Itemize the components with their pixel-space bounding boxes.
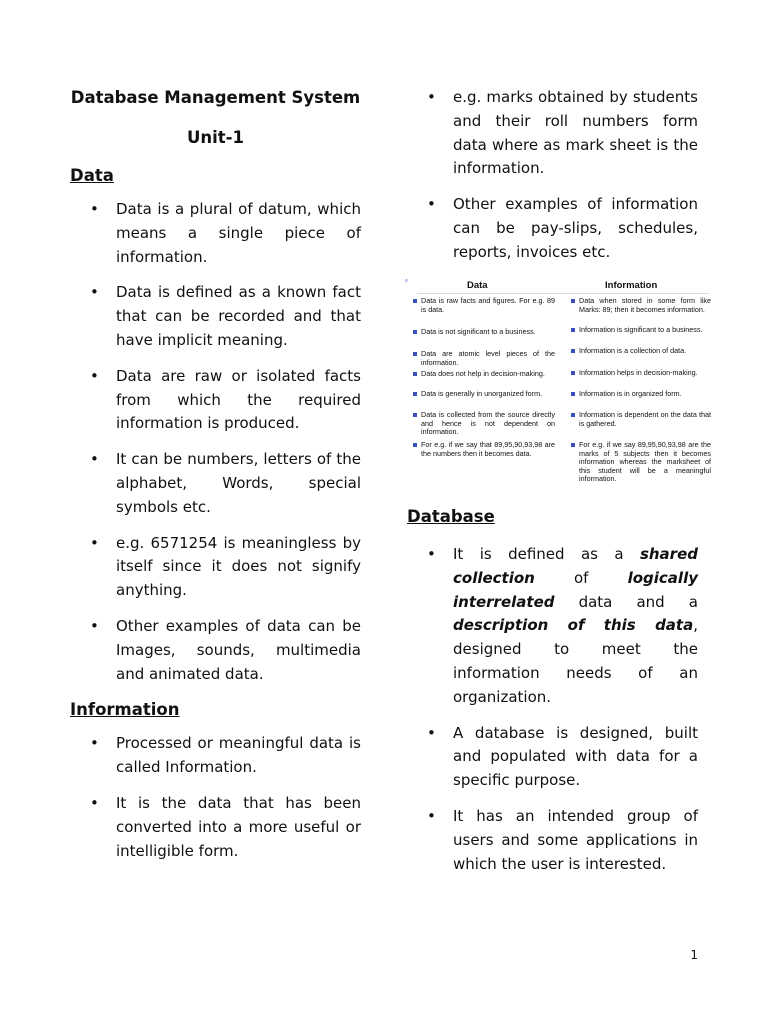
data-vs-information-table <box>405 276 711 492</box>
table-header-information: Information <box>605 280 658 291</box>
page-number: 1 <box>690 948 698 962</box>
bullet-icon: • <box>90 616 99 635</box>
square-bullet-icon <box>571 413 575 417</box>
list-item: • It is the data that has been converted into a more useful or intelligible form. <box>90 793 361 860</box>
table-cell: Data is generally in unorganized form. <box>421 390 555 399</box>
bullet-icon: • <box>427 806 436 825</box>
list-item: • Data is a plural of datum, which means a single piece of information. <box>90 200 361 266</box>
list-item: • e.g. marks obtained by students and their roll numbers form data where as mark sheet is the information. <box>427 88 698 178</box>
square-bullet-icon <box>571 349 575 353</box>
bullet-icon: • <box>90 283 99 302</box>
table-cell: Information is in organized form. <box>579 390 711 399</box>
bullet-icon: • <box>427 88 436 106</box>
data-heading: Data <box>70 166 114 185</box>
square-bullet-icon <box>571 392 575 396</box>
table-cell: Information helps in decision-making. <box>579 369 711 378</box>
table-cell: Information is significant to a business. <box>579 326 711 335</box>
square-bullet-icon <box>571 443 575 447</box>
bullet-icon: • <box>90 793 99 812</box>
bullet-icon: • <box>427 195 436 214</box>
list-item: • e.g. 6571254 is meaningless by itself since it does not signify anything. <box>90 533 361 600</box>
square-bullet-icon <box>413 392 417 396</box>
square-bullet-icon <box>413 352 417 356</box>
table-cell: Information is a collection of data. <box>579 347 711 356</box>
list-item: • Other examples of information can be pay-slips, schedules, reports, invoices etc. <box>427 195 698 261</box>
table-cell: Data does not help in decision-making. <box>421 370 555 379</box>
list-item: • Other examples of data can be Images, sounds, multimedia and animated data. <box>90 616 361 683</box>
square-bullet-icon <box>413 372 417 376</box>
document-title: Database Management System <box>70 88 361 107</box>
database-heading: Database <box>407 507 495 526</box>
list-item: • It can be numbers, letters of the alphabet, Words, special symbols etc. <box>90 450 361 516</box>
right-column-bottom <box>407 505 698 888</box>
right-column-top <box>407 86 698 277</box>
table-cell: Data are atomic level pieces of the information. <box>421 350 555 367</box>
bullet-icon: • <box>90 450 99 469</box>
bullet-icon: • <box>427 723 436 742</box>
bullet-icon: • <box>427 545 436 563</box>
database-list <box>407 543 698 876</box>
list-item: • It is defined as a shared collection of logically interrelated data and a description of this data, designed to meet the information needs of an organization. <box>427 545 698 706</box>
table-header-data: Data <box>467 280 488 291</box>
table-cell: For e.g. if we say that 89,95,90,93,98 are the numbers then it becomes data. <box>421 441 555 458</box>
menu-mark-icon: ≡ <box>405 278 408 284</box>
table-cell: Information is dependent on the data that is gathered. <box>579 411 711 428</box>
square-bullet-icon <box>571 328 575 332</box>
table-cell: Data is not significant to a business. <box>421 328 555 337</box>
left-column <box>70 86 361 875</box>
list-item: • A database is designed, built and populated with data for a specific purpose. <box>427 723 698 790</box>
square-bullet-icon <box>571 371 575 375</box>
table-cell: For e.g. if we say 89,95,90,93,98 are the marks of 5 subjects then it becomes information whereas the marksheet of this student will be a meaningful information. <box>579 441 711 484</box>
unit-title: Unit-1 <box>186 128 245 147</box>
table-cell: Data is collected from the source directly and hence is not dependent on information. <box>421 411 555 437</box>
information-heading: Information <box>70 700 180 720</box>
square-bullet-icon <box>413 443 417 447</box>
bullet-icon: • <box>90 366 99 385</box>
bullet-icon: • <box>90 734 99 753</box>
information-list <box>70 732 361 863</box>
data-list <box>70 198 361 686</box>
square-bullet-icon <box>571 299 575 303</box>
list-item: • It has an intended group of users and some applications in which the user is interested. <box>427 806 698 873</box>
list-item: • Data is defined as a known fact that can be recorded and that have implicit meaning. <box>90 283 361 349</box>
bullet-icon: • <box>90 200 99 218</box>
square-bullet-icon <box>413 413 417 417</box>
bullet-icon: • <box>90 533 99 552</box>
information-examples-list <box>407 86 698 265</box>
list-item: • Processed or meaningful data is called Information. <box>90 734 361 777</box>
table-divider <box>417 293 709 294</box>
list-item: • Data are raw or isolated facts from which the required information is produced. <box>90 366 361 433</box>
square-bullet-icon <box>413 330 417 334</box>
table-cell: Data is raw facts and figures. For e.g. 89 is data. <box>421 297 555 314</box>
table-cell: Data when stored in some form like Marks: 89; then it becomes information. <box>579 297 711 314</box>
square-bullet-icon <box>413 299 417 303</box>
